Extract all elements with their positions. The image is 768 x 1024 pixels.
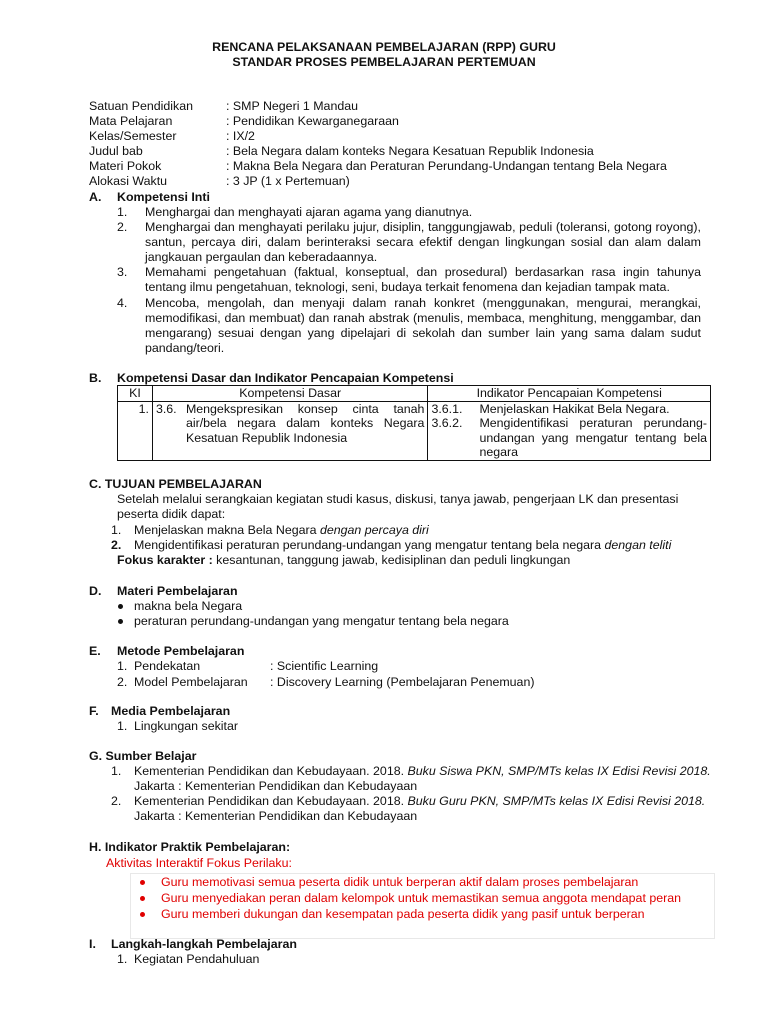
list-number: 4. <box>117 296 128 310</box>
section-heading: Materi Pembelajaran <box>117 584 238 598</box>
list-number: 3. <box>117 265 128 279</box>
document-subtitle: STANDAR PROSES PEMBELAJARAN PERTEMUAN <box>232 55 536 69</box>
list-number: 1. <box>117 952 128 966</box>
identity-value: : SMP Negeri 1 Mandau <box>226 99 359 113</box>
section-letter: B. <box>89 371 102 385</box>
list-item-text: Mengidentifikasi peraturan perundang-undangan yang mengatur tentang bela negara <box>134 538 605 552</box>
identity-label: Judul bab <box>89 144 143 158</box>
fokus-text: kesantunan, tanggung jawab, kedisiplinan dan peduli lingkungan <box>212 553 571 567</box>
list-item-emphasis: Buku Guru PKN, SMP/MTs kelas IX Edisi Revisi 2018. <box>407 794 706 808</box>
list-item: makna bela Negara <box>134 599 243 613</box>
section-letter: I. <box>89 937 96 951</box>
section-letter: A. <box>89 190 102 204</box>
list-item: Guru menyediakan peran dalam kelompok untuk memastikan semua anggota mendapat peran <box>161 891 682 905</box>
section-heading: C. TUJUAN PEMBELAJARAN <box>89 477 262 491</box>
section-heading: Media Pembelajaran <box>111 704 231 718</box>
list-item: Lingkungan sekitar <box>134 719 239 733</box>
table-header-ipk: Indikator Pencapaian Kompetensi <box>428 386 711 402</box>
list-item-line2: Jakarta : Kementerian Pendidikan dan Kebudayaan <box>134 809 418 823</box>
list-item <box>134 794 705 808</box>
identity-label: Materi Pokok <box>89 159 162 173</box>
indicator-text: Menjelaskan Hakikat Bela Negara. <box>479 401 670 416</box>
kd-text: Mengekspresikan konsep cinta tanah air/bela negara dalam konteks Negara Kesatuan Republik Indonesia <box>185 401 425 445</box>
section-heading: Kompetensi Dasar dan Indikator Pencapaian Kompetensi <box>117 371 454 385</box>
section-letter: E. <box>89 644 101 658</box>
identity-label: Mata Pelajaran <box>89 114 173 128</box>
list-item-emphasis: Buku Siswa PKN, SMP/MTs kelas IX Edisi Revisi 2018. <box>407 764 711 778</box>
list-item <box>134 523 429 537</box>
section-heading: Kompetensi Inti <box>117 190 210 204</box>
method-label: Pendekatan <box>134 659 201 673</box>
section-subheading: Aktivitas Interaktif Fokus Perilaku: <box>106 856 292 870</box>
cell-ipk <box>428 401 711 460</box>
identity-label: Alokasi Waktu <box>89 174 168 188</box>
list-number: 2. <box>117 220 128 234</box>
identity-value: : IX/2 <box>226 129 255 143</box>
bullet-icon <box>118 614 123 628</box>
list-number: 1. <box>111 764 122 778</box>
list-number: 1. <box>111 523 122 537</box>
list-number: 2. <box>117 675 128 689</box>
section-heading: Langkah-langkah Pembelajaran <box>111 937 297 951</box>
method-value: : Scientific Learning <box>270 659 379 673</box>
list-item: Mencoba, mengolah, dan menyaji dalam ranah konkret (menggunakan, mengurai, merangkai, memodifikasi, dan membuat) dan ranah abstrak (menulis, membaca, menghitung, menggambar, dan mengarang) sesuai dengan yang dipelajari di sekolah dan sumber lain yang sama dalam sudut pandang/teori. <box>145 296 701 355</box>
section-intro: Setelah melalui serangkaian kegiatan studi kasus, diskusi, tanya jawab, pengerjaan LK dan presentasi peserta didik dapat: <box>117 492 679 521</box>
list-number: 2. <box>111 794 122 808</box>
bullet-icon <box>118 599 123 613</box>
identity-value: : Makna Bela Negara dan Peraturan Perundang-Undangan tentang Bela Negara <box>226 159 667 173</box>
section-letter: F. <box>89 704 99 718</box>
method-value: : Discovery Learning (Pembelajaran Penemuan) <box>270 675 535 689</box>
method-label: Model Pembelajaran <box>134 675 248 689</box>
list-item <box>134 764 711 778</box>
cell-ki: 1. <box>118 401 153 460</box>
table-header-ki: KI <box>118 386 153 402</box>
identity-label: Kelas/Semester <box>89 129 177 143</box>
list-number: 1. <box>117 205 128 219</box>
list-item: Kegiatan Pendahuluan <box>134 952 260 966</box>
table-row <box>118 401 711 460</box>
list-item-emphasis: dengan percaya diri <box>319 523 429 537</box>
list-item: Guru memberi dukungan dan kesempatan pada peserta didik yang pasif untuk berperan <box>161 907 645 921</box>
cell-kd <box>152 401 428 460</box>
list-number: 1. <box>117 719 128 733</box>
identity-value: : Bela Negara dalam konteks Negara Kesatuan Republik Indonesia <box>226 144 594 158</box>
list-item-text: Kementerian Pendidikan dan Kebudayaan. 2018. <box>134 764 408 778</box>
list-item <box>134 538 671 552</box>
indicator-code: 3.6.1. <box>431 401 463 416</box>
table-header-kd: Kompetensi Dasar <box>152 386 428 402</box>
bullet-icon <box>140 891 145 905</box>
list-item: peraturan perundang-undangan yang mengatur tentang bela negara <box>134 614 509 628</box>
list-item-text: Kementerian Pendidikan dan Kebudayaan. 2018. <box>134 794 408 808</box>
list-number: 2. <box>111 538 122 552</box>
competency-table <box>117 385 711 461</box>
indicator-text: Mengidentifikasi peraturan perundang-undangan yang mengatur tentang bela negara <box>479 416 707 460</box>
section-heading: Metode Pembelajaran <box>117 644 245 658</box>
list-item: Menghargai dan menghayati perilaku jujur, disiplin, tanggungjawab, peduli (toleransi, gotong royong), santun, percaya diri, dalam berinteraksi secara efektif dengan lingkungan sosial dan alam dalam jangkauan pergaulan dan keberadaannya. <box>145 220 701 264</box>
list-item: Guru memotivasi semua peserta didik untuk berperan aktif dalam proses pembelajaran <box>161 875 639 889</box>
identity-value: : 3 JP (1 x Pertemuan) <box>226 174 350 188</box>
section-letter: D. <box>89 584 102 598</box>
fokus-label: Fokus karakter : <box>117 553 213 567</box>
document-title: RENCANA PELAKSANAAN PEMBELAJARAN (RPP) GURU <box>212 40 556 54</box>
fokus-karakter <box>117 553 570 567</box>
indicator-code: 3.6.2. <box>431 416 463 431</box>
identity-value: : Pendidikan Kewarganegaraan <box>226 114 399 128</box>
section-heading: G. Sumber Belajar <box>89 749 197 763</box>
list-item-emphasis: dengan teliti <box>604 538 672 552</box>
identity-label: Satuan Pendidikan <box>89 99 194 113</box>
table-header-row <box>118 386 711 402</box>
list-item: Menghargai dan menghayati ajaran agama yang dianutnya. <box>145 205 473 219</box>
list-item: Memahami pengetahuan (faktual, konseptual, dan prosedural) berdasarkan rasa ingin tahunya tentang ilmu pengetahuan, teknologi, seni, budaya terkait fenomena dan kejadian tampak mata. <box>145 265 701 294</box>
section-heading: H. Indikator Praktik Pembelajaran: <box>89 840 291 854</box>
list-number: 1. <box>117 659 128 673</box>
bullet-icon <box>140 907 145 921</box>
list-item-line2: Jakarta : Kementerian Pendidikan dan Kebudayaan <box>134 779 418 793</box>
list-item-text: Menjelaskan makna Bela Negara <box>134 523 320 537</box>
kd-code: 3.6. <box>155 401 177 416</box>
bullet-icon <box>140 875 145 889</box>
